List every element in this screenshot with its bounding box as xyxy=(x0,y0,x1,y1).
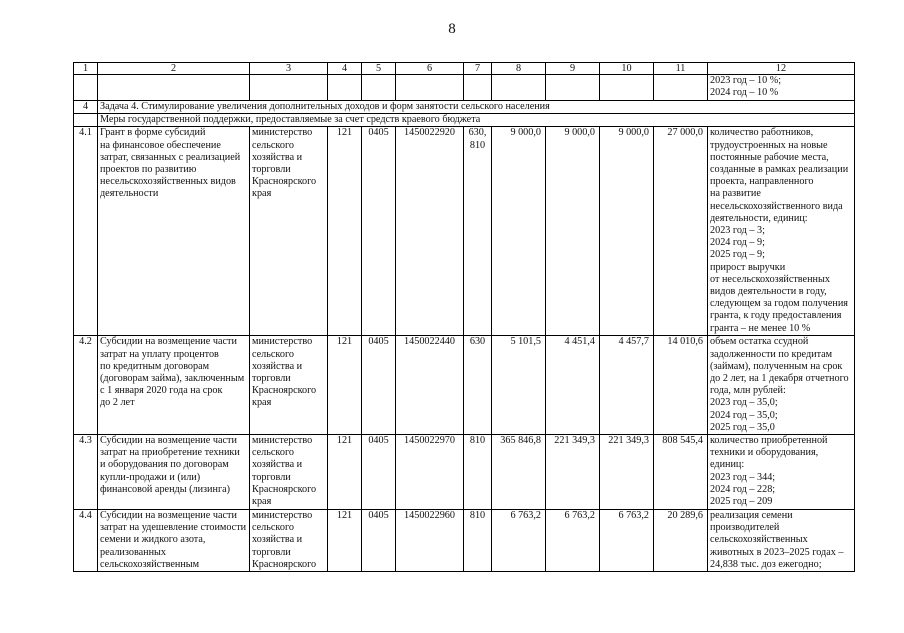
table-row xyxy=(74,127,855,336)
code-grbs: 121 xyxy=(328,510,362,572)
executor: министерство сельского хозяйства и торговли Красноярского xyxy=(250,510,328,572)
code-grbs: 121 xyxy=(328,127,362,336)
table-row xyxy=(74,510,855,572)
column-number: 3 xyxy=(250,63,328,75)
amount-total: 20 289,6 xyxy=(654,510,708,572)
measures-row xyxy=(74,114,855,127)
code-vr: 810 xyxy=(464,510,492,572)
code-vr: 630 xyxy=(464,336,492,435)
executor: министерство сельского хозяйства и торговли Красноярского края xyxy=(250,127,328,336)
code-rzpr: 0405 xyxy=(362,510,396,572)
column-number: 10 xyxy=(600,63,654,75)
measure-name: Субсидии на возмещение части затрат на удешевление стоимости семени и жидкого азота, реализованных сельскохозяйственным xyxy=(98,510,250,572)
amount-2025: 9 000,0 xyxy=(600,127,654,336)
column-number-row xyxy=(74,63,855,75)
table-row xyxy=(74,435,855,510)
amount-2023: 6 763,2 xyxy=(492,510,546,572)
indicator-cell: объем остатка ссудной задолженности по кредитам (займам), полученным на срок до 2 лет, на 1 декабря отчетного года, млн рублей: 2023 год – 35,0; 2024 год – 35,0; 2025 год – 35,0 xyxy=(708,336,855,435)
measure-name: Субсидии на возмещение части затрат на приобретение техники и оборудования по договорам купли-продажи и (или) финансовой аренды (лизинга) xyxy=(98,435,250,510)
measure-name: Грант в форме субсидий на финансовое обеспечение затрат, связанных с реализацией проектов по развитию несельскохозяйственных видов деятельности xyxy=(98,127,250,336)
code-rzpr: 0405 xyxy=(362,435,396,510)
code-csr: 1450022970 xyxy=(396,435,464,510)
task-number: 4 xyxy=(74,101,98,114)
continuation-row xyxy=(74,75,855,101)
code-rzpr: 0405 xyxy=(362,127,396,336)
amount-2024: 4 451,4 xyxy=(546,336,600,435)
amount-2023: 5 101,5 xyxy=(492,336,546,435)
amount-total: 27 000,0 xyxy=(654,127,708,336)
amount-total: 14 010,6 xyxy=(654,336,708,435)
amount-2024: 9 000,0 xyxy=(546,127,600,336)
program-table xyxy=(73,62,855,572)
amount-2025: 6 763,2 xyxy=(600,510,654,572)
page-number: 8 xyxy=(448,21,456,37)
amount-total: 808 545,4 xyxy=(654,435,708,510)
code-csr: 1450022920 xyxy=(396,127,464,336)
indicator-cell: количество работников, трудоустроенных на новые постоянные рабочие места, созданные в рамках реализации проекта, направленного на развитие несельскохозяйственного вида деятельности, единиц: 2023 год – 3; 2024 год – 9; 2025 год – 9; прирост выручки от несельскохозяйственных видов деятельности в году, следующем за годом получения гранта, к году предоставления гранта – не менее 10 % xyxy=(708,127,855,336)
amount-2025: 221 349,3 xyxy=(600,435,654,510)
column-number: 6 xyxy=(396,63,464,75)
column-number: 1 xyxy=(74,63,98,75)
amount-2025: 4 457,7 xyxy=(600,336,654,435)
code-csr: 1450022440 xyxy=(396,336,464,435)
amount-2023: 9 000,0 xyxy=(492,127,546,336)
measures-title: Меры государственной поддержки, предоставляемые за счет средств краевого бюджета xyxy=(98,114,855,127)
task-title: Задача 4. Стимулирование увеличения дополнительных доходов и форм занятости сельского населения xyxy=(98,101,855,114)
column-number: 5 xyxy=(362,63,396,75)
amount-2024: 221 349,3 xyxy=(546,435,600,510)
column-number: 4 xyxy=(328,63,362,75)
code-csr: 1450022960 xyxy=(396,510,464,572)
column-number: 12 xyxy=(708,63,855,75)
indicator-cell: реализация семени производителей сельскохозяйственных животных в 2023–2025 годах – 24,838 тыс. доз ежегодно; xyxy=(708,510,855,572)
row-number: 4.4 xyxy=(74,510,98,572)
row-number: 4.1 xyxy=(74,127,98,336)
indicator-cell: количество приобретенной техники и оборудования, единиц: 2023 год – 344; 2024 год – 228; 2025 год – 209 xyxy=(708,435,855,510)
column-number: 9 xyxy=(546,63,600,75)
table-row xyxy=(74,336,855,435)
code-grbs: 121 xyxy=(328,435,362,510)
code-vr: 810 xyxy=(464,435,492,510)
column-number: 7 xyxy=(464,63,492,75)
executor: министерство сельского хозяйства и торговли Красноярского края xyxy=(250,435,328,510)
code-grbs: 121 xyxy=(328,336,362,435)
row-number: 4.2 xyxy=(74,336,98,435)
amount-2023: 365 846,8 xyxy=(492,435,546,510)
indicator-cell: 2023 год – 10 %; 2024 год – 10 % xyxy=(708,75,855,101)
executor: министерство сельского хозяйства и торговли Красноярского края xyxy=(250,336,328,435)
column-number: 2 xyxy=(98,63,250,75)
code-vr: 630, 810 xyxy=(464,127,492,336)
task-row xyxy=(74,101,855,114)
amount-2024: 6 763,2 xyxy=(546,510,600,572)
column-number: 11 xyxy=(654,63,708,75)
measure-name: Субсидии на возмещение части затрат на уплату процентов по кредитным договорам (договорам займа), заключенным с 1 января 2020 года на срок до 2 лет xyxy=(98,336,250,435)
code-rzpr: 0405 xyxy=(362,336,396,435)
column-number: 8 xyxy=(492,63,546,75)
row-number: 4.3 xyxy=(74,435,98,510)
